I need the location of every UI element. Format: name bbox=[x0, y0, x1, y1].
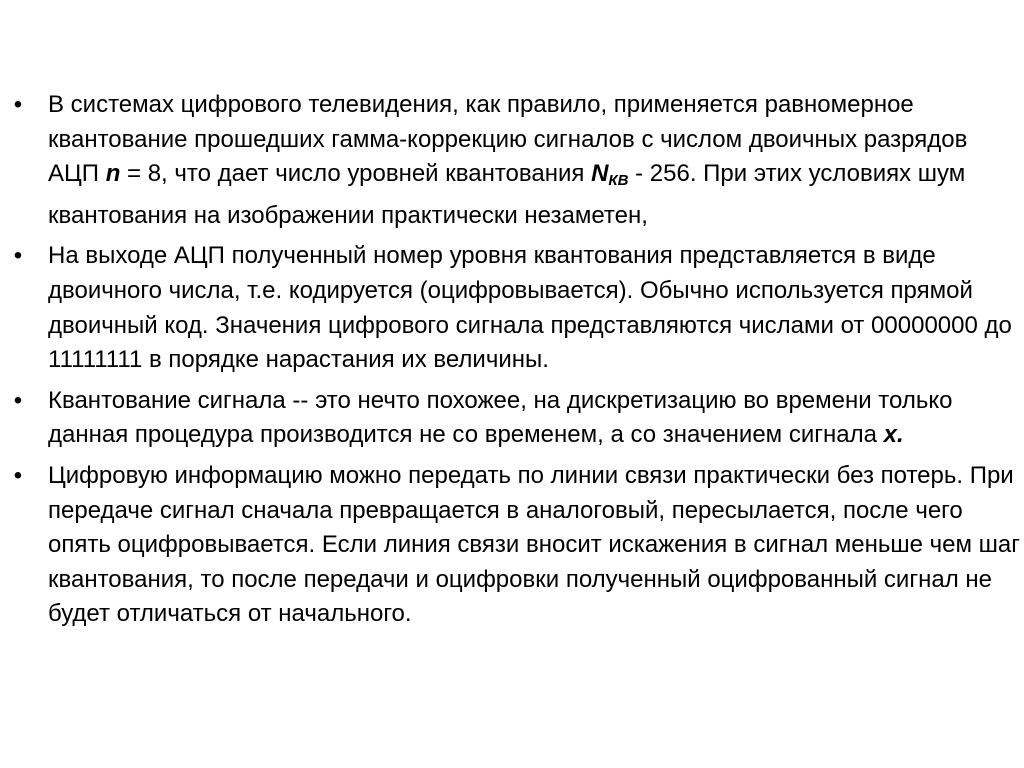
variable-x: x. bbox=[883, 421, 904, 449]
bullet-dot: • bbox=[13, 242, 23, 270]
bullet-text: Цифровую информацию можно передать по линии связи практически без потерь. При передаче сигнал сначала превращается в аналоговый, пересылается, после чего опять оцифровывается. Если линия связи вносит искажения в сигнал меньше чем шаг квантования, то после передачи и оцифровки полученный оцифрованный сигнал не будет отличаться от начального. bbox=[48, 461, 1021, 628]
bullet-item-quantization-levels bbox=[0, 88, 1024, 233]
bullet-item-quantization-definition bbox=[0, 384, 1024, 453]
variable-N-subscript: КВ bbox=[608, 172, 629, 190]
bullet-item-lossless-transmission bbox=[0, 459, 1024, 632]
variable-n: n bbox=[105, 160, 121, 188]
bullet-text-part: - 256. При этих условиях шум квантования на изображении практически незаметен, bbox=[48, 160, 966, 229]
bullet-text-part: В системах цифрового телевидения, как правило, применяется равномерное квантование прошедших гамма-коррекцию сигналов с числом двоичных разрядов АЦП bbox=[48, 91, 968, 188]
bullet-dot: • bbox=[13, 461, 23, 489]
bullet-item-binary-code bbox=[0, 239, 1024, 377]
bullet-text-part: = 8, что дает число уровней квантования bbox=[120, 160, 592, 188]
bullet-list bbox=[0, 88, 1024, 638]
variable-N: N bbox=[591, 160, 609, 188]
bullet-dot: • bbox=[13, 386, 23, 414]
bullet-dot: • bbox=[13, 91, 23, 118]
bullet-text-part: Квантование сигнала -- это нечто похожее, на дискретизацию во времени только данная процедура производится не со временем, а со значением сигнала bbox=[48, 386, 953, 449]
bullet-text: На выходе АЦП полученный номер уровня квантования представляется в виде двоичного числа, т.е. кодируется (оцифровывается). Обычно используется прямой двоичный код. Значения цифрового сигнала представляются числами от 00000000 до 11111111 в порядке нарастания их величины. bbox=[48, 242, 1012, 374]
